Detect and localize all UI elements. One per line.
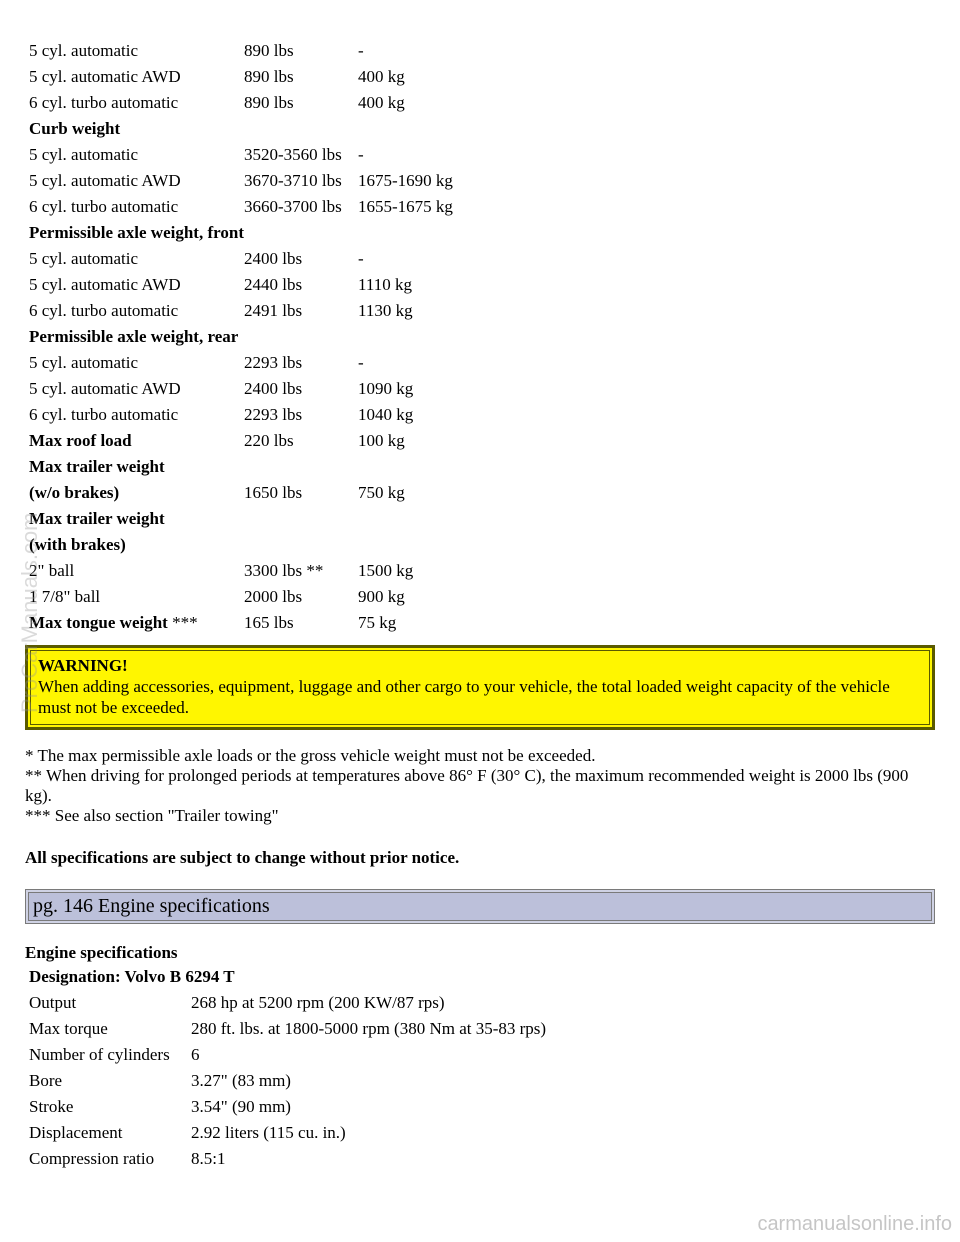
row-label-cell — [29, 194, 244, 220]
spec-label: Output — [29, 993, 77, 1012]
row-lbs — [244, 506, 358, 532]
table-row — [29, 532, 518, 558]
spec-value: 3.27" (83 mm) — [191, 1071, 291, 1090]
row-kg: 1110 kg — [357, 275, 412, 294]
table-row — [29, 350, 518, 376]
row-kg: 1655-1675 kg — [357, 197, 453, 216]
row-label-cell — [29, 64, 244, 90]
spec-label: Max torque — [29, 1019, 108, 1038]
row-label: 5 cyl. automatic — [29, 249, 139, 268]
spec-value: 6 — [191, 1045, 200, 1064]
table-row — [29, 428, 518, 454]
spec-value: 3.54" (90 mm) — [191, 1097, 291, 1116]
row-kg — [358, 506, 518, 532]
row-label-cell — [29, 142, 244, 168]
row-label-cell — [29, 220, 244, 246]
row-kg — [358, 454, 518, 480]
row-lbs: 220 lbs — [243, 431, 294, 450]
row-label: 6 cyl. turbo automatic — [29, 301, 179, 320]
row-label: 5 cyl. automatic AWD — [29, 379, 181, 398]
row-kg: - — [357, 145, 364, 164]
table-row — [29, 402, 518, 428]
spec-value: 8.5:1 — [191, 1149, 226, 1168]
table-row — [29, 168, 518, 194]
spec-value: 2.92 liters (115 cu. in.) — [191, 1123, 346, 1142]
row-label-cell — [29, 90, 244, 116]
row-lbs: 2293 lbs — [243, 353, 303, 372]
row-kg — [358, 220, 518, 246]
section-title: pg. 146 Engine specifications — [28, 892, 932, 921]
row-label-cell — [29, 324, 244, 350]
row-kg: - — [357, 353, 364, 372]
table-row — [29, 1120, 546, 1146]
spec-label: Number of cylinders — [29, 1045, 170, 1064]
row-label: 6 cyl. turbo automatic — [29, 93, 179, 112]
bottom-watermark: carmanualsonline.info — [757, 1213, 952, 1235]
table-row — [29, 1068, 546, 1094]
table-row — [29, 90, 518, 116]
table-row — [29, 38, 518, 64]
row-label-cell — [29, 532, 244, 558]
row-label: Max trailer weight — [29, 509, 165, 528]
footnotes — [25, 746, 935, 826]
row-kg: 1500 kg — [357, 561, 414, 580]
row-lbs: 3660-3700 lbs — [243, 197, 342, 216]
row-label-cell — [29, 480, 244, 506]
row-label: 5 cyl. automatic — [29, 41, 139, 60]
table-row — [29, 324, 518, 350]
table-row — [29, 298, 518, 324]
row-label: 5 cyl. automatic AWD — [29, 67, 181, 86]
warning-title: WARNING! — [38, 656, 128, 675]
row-lbs: 165 lbs — [243, 613, 294, 632]
row-label: (w/o brakes) — [29, 483, 120, 502]
row-kg: 900 kg — [357, 587, 405, 606]
row-label-cell — [29, 116, 244, 142]
row-label: 5 cyl. automatic — [29, 353, 139, 372]
spec-label: Bore — [29, 1071, 63, 1090]
table-row — [29, 558, 518, 584]
row-label-cell — [29, 168, 244, 194]
row-lbs: 890 lbs — [243, 41, 294, 60]
row-label-cell — [29, 610, 244, 636]
row-lbs: 1650 lbs — [243, 483, 303, 502]
row-label: 1 7/8" ball — [29, 587, 101, 606]
table-row — [29, 142, 518, 168]
row-label-cell — [29, 558, 244, 584]
section-header — [25, 889, 935, 924]
table-row — [29, 376, 518, 402]
row-footnote-mark: *** — [167, 613, 198, 632]
engine-table — [29, 964, 546, 1172]
table-row — [29, 116, 518, 142]
spec-label: Displacement — [29, 1123, 123, 1142]
row-lbs: 2400 lbs — [243, 379, 303, 398]
row-label-cell — [29, 584, 244, 610]
table-row — [29, 1016, 546, 1042]
spec-label: Compression ratio — [29, 1149, 155, 1168]
table-row — [29, 220, 518, 246]
row-label-cell — [29, 298, 244, 324]
row-label: Max tongue weight — [29, 613, 168, 632]
table-row — [29, 506, 518, 532]
row-label-cell — [29, 454, 244, 480]
spec-label: Stroke — [29, 1097, 74, 1116]
warning-text: When adding accessories, equipment, luggage and other cargo to your vehicle, the total loaded weight capacity of the vehicle must not be exceeded. — [38, 677, 890, 717]
table-row — [29, 64, 518, 90]
row-kg: - — [357, 249, 364, 268]
row-kg: 1040 kg — [357, 405, 414, 424]
row-label-cell — [29, 38, 244, 64]
row-kg: 1090 kg — [357, 379, 414, 398]
row-kg: - — [357, 41, 364, 60]
row-label: Max roof load — [29, 431, 132, 450]
row-lbs — [244, 532, 358, 558]
row-label: 5 cyl. automatic AWD — [29, 171, 181, 190]
table-row — [29, 1042, 546, 1068]
table-row — [29, 1094, 546, 1120]
row-kg: 100 kg — [357, 431, 405, 450]
row-lbs: 2440 lbs — [243, 275, 303, 294]
row-lbs: 2491 lbs — [243, 301, 303, 320]
row-lbs: 3520-3560 lbs — [243, 145, 342, 164]
table-row — [29, 454, 518, 480]
row-label: Curb weight — [29, 119, 121, 138]
row-kg: 75 kg — [357, 613, 397, 632]
row-lbs: 3300 lbs ** — [243, 561, 324, 580]
row-lbs — [244, 116, 358, 142]
row-kg — [358, 116, 518, 142]
spec-label: Designation: Volvo B 6294 T — [29, 967, 235, 986]
row-kg: 1675-1690 kg — [357, 171, 453, 190]
table-row — [29, 584, 518, 610]
weights-table — [29, 38, 518, 636]
row-lbs: 890 lbs — [243, 67, 294, 86]
row-lbs: 890 lbs — [243, 93, 294, 112]
row-label: 5 cyl. automatic AWD — [29, 275, 181, 294]
row-lbs — [244, 454, 358, 480]
row-lbs: 2000 lbs — [243, 587, 303, 606]
row-label: 2" ball — [29, 561, 75, 580]
side-watermark: ProCarManuals.com — [17, 512, 42, 713]
table-row — [29, 990, 546, 1016]
row-lbs — [244, 324, 358, 350]
footnote: * The max permissible axle loads or the gross vehicle weight must not be exceeded. — [25, 746, 596, 765]
row-label-cell — [29, 246, 244, 272]
engine-heading: Engine specifications — [25, 943, 178, 962]
row-lbs: 3670-3710 lbs — [243, 171, 342, 190]
row-kg: 750 kg — [357, 483, 405, 502]
change-notice: All specifications are subject to change without prior notice. — [25, 848, 460, 867]
table-row — [29, 272, 518, 298]
spec-value: 268 hp at 5200 rpm (200 KW/87 rps) — [191, 993, 445, 1012]
footnote: ** When driving for prolonged periods at temperatures above 86° F (30° C), the maximum recommended weight is 2000 lbs (900 kg). — [25, 766, 909, 805]
warning-box — [25, 645, 935, 730]
row-label: Max trailer weight — [29, 457, 165, 476]
row-label-cell — [29, 350, 244, 376]
row-label-cell — [29, 428, 244, 454]
manual-page — [25, 38, 935, 1172]
row-label: 6 cyl. turbo automatic — [29, 197, 179, 216]
row-kg — [358, 324, 518, 350]
table-row — [29, 1146, 546, 1172]
table-row — [29, 610, 518, 636]
table-row — [29, 480, 518, 506]
row-kg: 1130 kg — [357, 301, 413, 320]
row-lbs: 2400 lbs — [243, 249, 303, 268]
row-label: Permissible axle weight, front — [29, 223, 244, 242]
row-label-cell — [29, 272, 244, 298]
row-lbs: 2293 lbs — [243, 405, 303, 424]
row-label-cell — [29, 376, 244, 402]
row-label: Permissible axle weight, rear — [29, 327, 239, 346]
row-label-cell — [29, 402, 244, 428]
row-kg: 400 kg — [357, 93, 405, 112]
table-row — [29, 194, 518, 220]
table-row — [29, 964, 546, 990]
row-label-cell — [29, 506, 244, 532]
row-lbs — [244, 220, 358, 246]
row-label: 6 cyl. turbo automatic — [29, 405, 179, 424]
row-kg: 400 kg — [357, 67, 405, 86]
row-label: 5 cyl. automatic — [29, 145, 139, 164]
table-row — [29, 246, 518, 272]
row-label: (with brakes) — [29, 535, 126, 554]
spec-value: 280 ft. lbs. at 1800-5000 rpm (380 Nm at 35-83 rps) — [191, 1019, 547, 1038]
row-kg — [358, 532, 518, 558]
footnote: *** See also section "Trailer towing" — [25, 806, 279, 825]
